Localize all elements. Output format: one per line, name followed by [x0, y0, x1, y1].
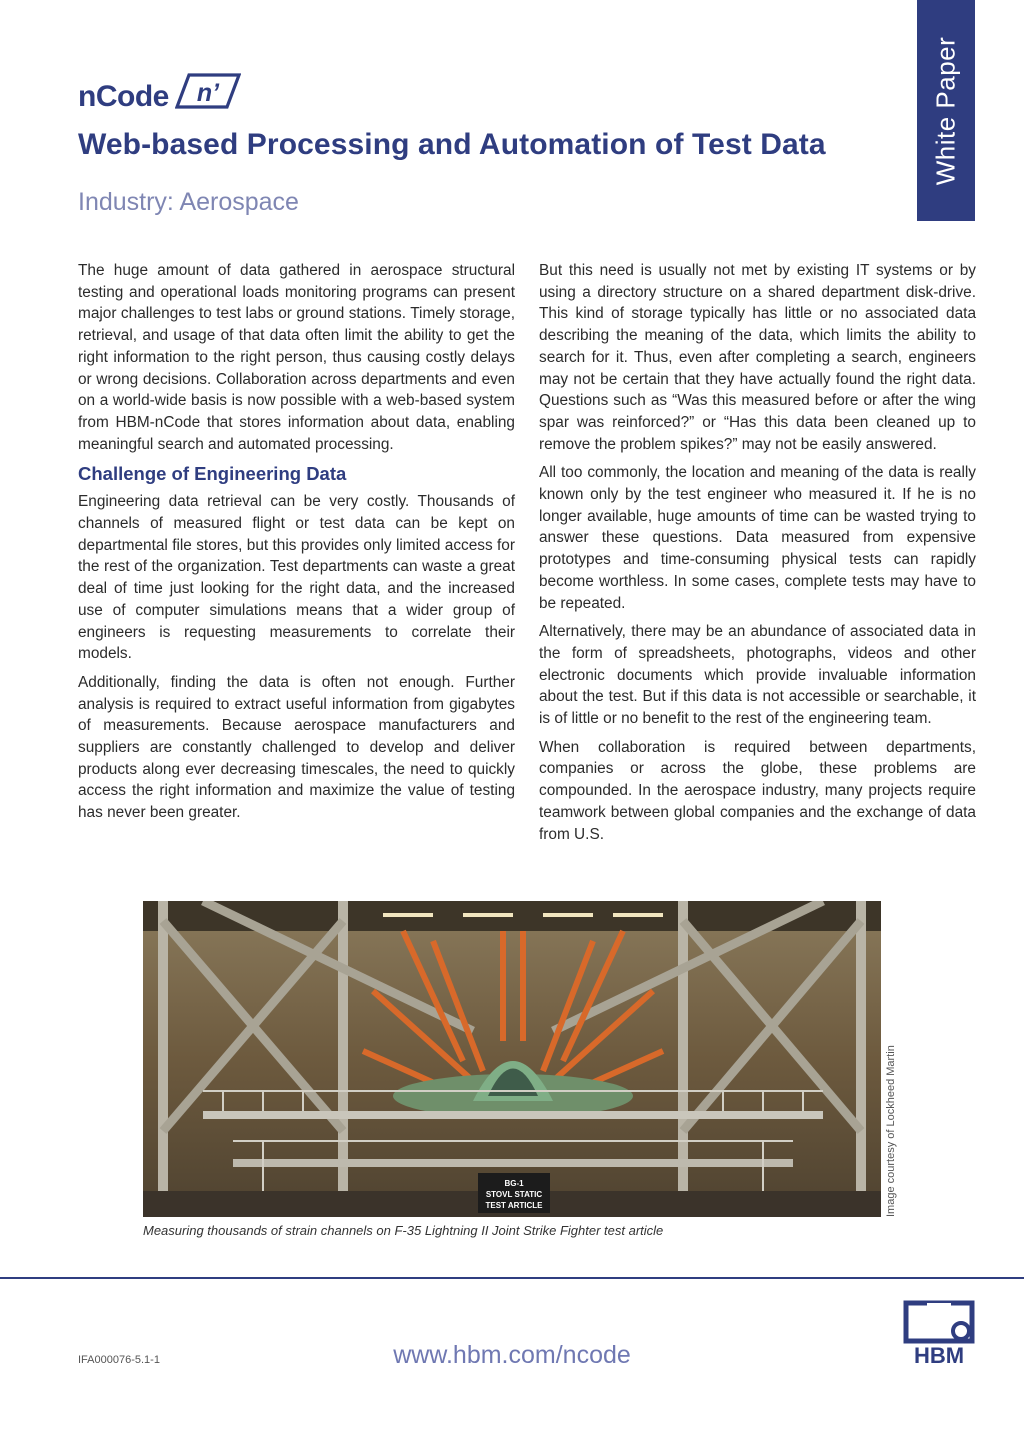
test-article-photo: [143, 901, 881, 1217]
photo-caption: Measuring thousands of strain channels on F-35 Lightning II Joint Strike Fighter test article: [143, 1223, 664, 1238]
sign-line: BG-1: [504, 1179, 524, 1188]
section-heading: Challenge of Engineering Data: [78, 463, 347, 485]
right-column: [539, 260, 976, 852]
body-paragraph: All too commonly, the location and meaning of the data is really known only by the test engineer who measured it. If he is no longer available, huge amounts of time can be wasted trying to answer these questions. Data measured from expensive prototypes and time-consuming physical tests can rapidly become worthless. In some cases, complete tests may have to be repeated.: [539, 464, 976, 612]
sign-line: STOVL STATIC: [485, 1190, 543, 1199]
footer-divider: [0, 1277, 1024, 1279]
hbm-logo-icon: [903, 1300, 975, 1366]
image-credit-text: Image courtesy of Lockheed Martin: [885, 1045, 897, 1217]
sign-line: TEST ARTICLE: [485, 1201, 543, 1210]
footer-url-link[interactable]: www.hbm.com/ncode: [393, 1341, 631, 1369]
ncode-logo-word: nCode: [78, 80, 169, 113]
page-title: Web-based Processing and Automation of Test Data: [78, 128, 826, 161]
ncode-logo: [78, 72, 241, 112]
white-paper-label: White Paper: [930, 36, 961, 185]
white-paper-tab: [917, 0, 975, 221]
page-subtitle: Industry: Aerospace: [78, 188, 299, 216]
body-paragraph: But this need is usually not met by existing IT systems or by using a directory structure on a shared department disk-drive. This kind of storage typically has little or no associated data describing the meaning of the data, which limits the ability to search for it. Thus, even after completing a search, engineers may not be certain that they have actually found the right data. Questions such as “Was this measured before or after the wing spar was reinforced?” or “Has this data been cleaned up to remove the problem spikes?” may not be easily answered.: [539, 262, 976, 453]
body-paragraph: When collaboration is required between departments, companies or across the globe, these problems are compounded. In the aerospace industry, many projects require teamwork between global companies and the exchange of data from U.S.: [539, 738, 976, 843]
hbm-logo-text: HBM: [913, 1343, 965, 1366]
document-id: IFA000076-5.1-1: [78, 1354, 160, 1366]
body-paragraph: Additionally, finding the data is often not enough. Further analysis is required to extract useful information from gigabytes of measurements. Because aerospace manufacturers and suppliers are constantly challenged to develop and deliver products along ever decreasing timescales, the need to quickly access the right information and maximize the value of testing has never been greater.: [78, 673, 515, 822]
ncode-logo-mark-icon: [175, 72, 241, 110]
test-rig-illustration: [143, 901, 881, 1217]
left-column: [78, 260, 515, 831]
body-paragraph: Engineering data retrieval can be very costly. Thousands of channels of measured flight or test data can be kept on departmental file stores, but this provides only limited access for the rest of the organization. Test departments can waste a great deal of time just looking for the right data, and the increased use of computer simulations means that a wider group of engineers is requesting measurements to correlate their models.: [78, 493, 515, 663]
ncode-logo-mark-text: n’: [196, 79, 219, 107]
intro-paragraph: The huge amount of data gathered in aerospace structural testing and operational loads monitoring programs can present major challenges to test labs or ground stations. Timely storage, retrieval, and usage of that data often limit the ability to get the right information to the right person, thus causing costly delays or wrong decisions. Collaboration across departments and even on a world-wide basis is now possible with a web-based system from HBM-nCode that stores information about data, enabling meaningful search and automated processing.: [78, 262, 515, 453]
body-paragraph: Alternatively, there may be an abundance of associated data in the form of spreadsheets, photographs, videos and other electronic documents which provide invaluable information about the test. But if this data is not accessible or searchable, it is of little or no benefit to the rest of the engineering team.: [539, 623, 976, 728]
